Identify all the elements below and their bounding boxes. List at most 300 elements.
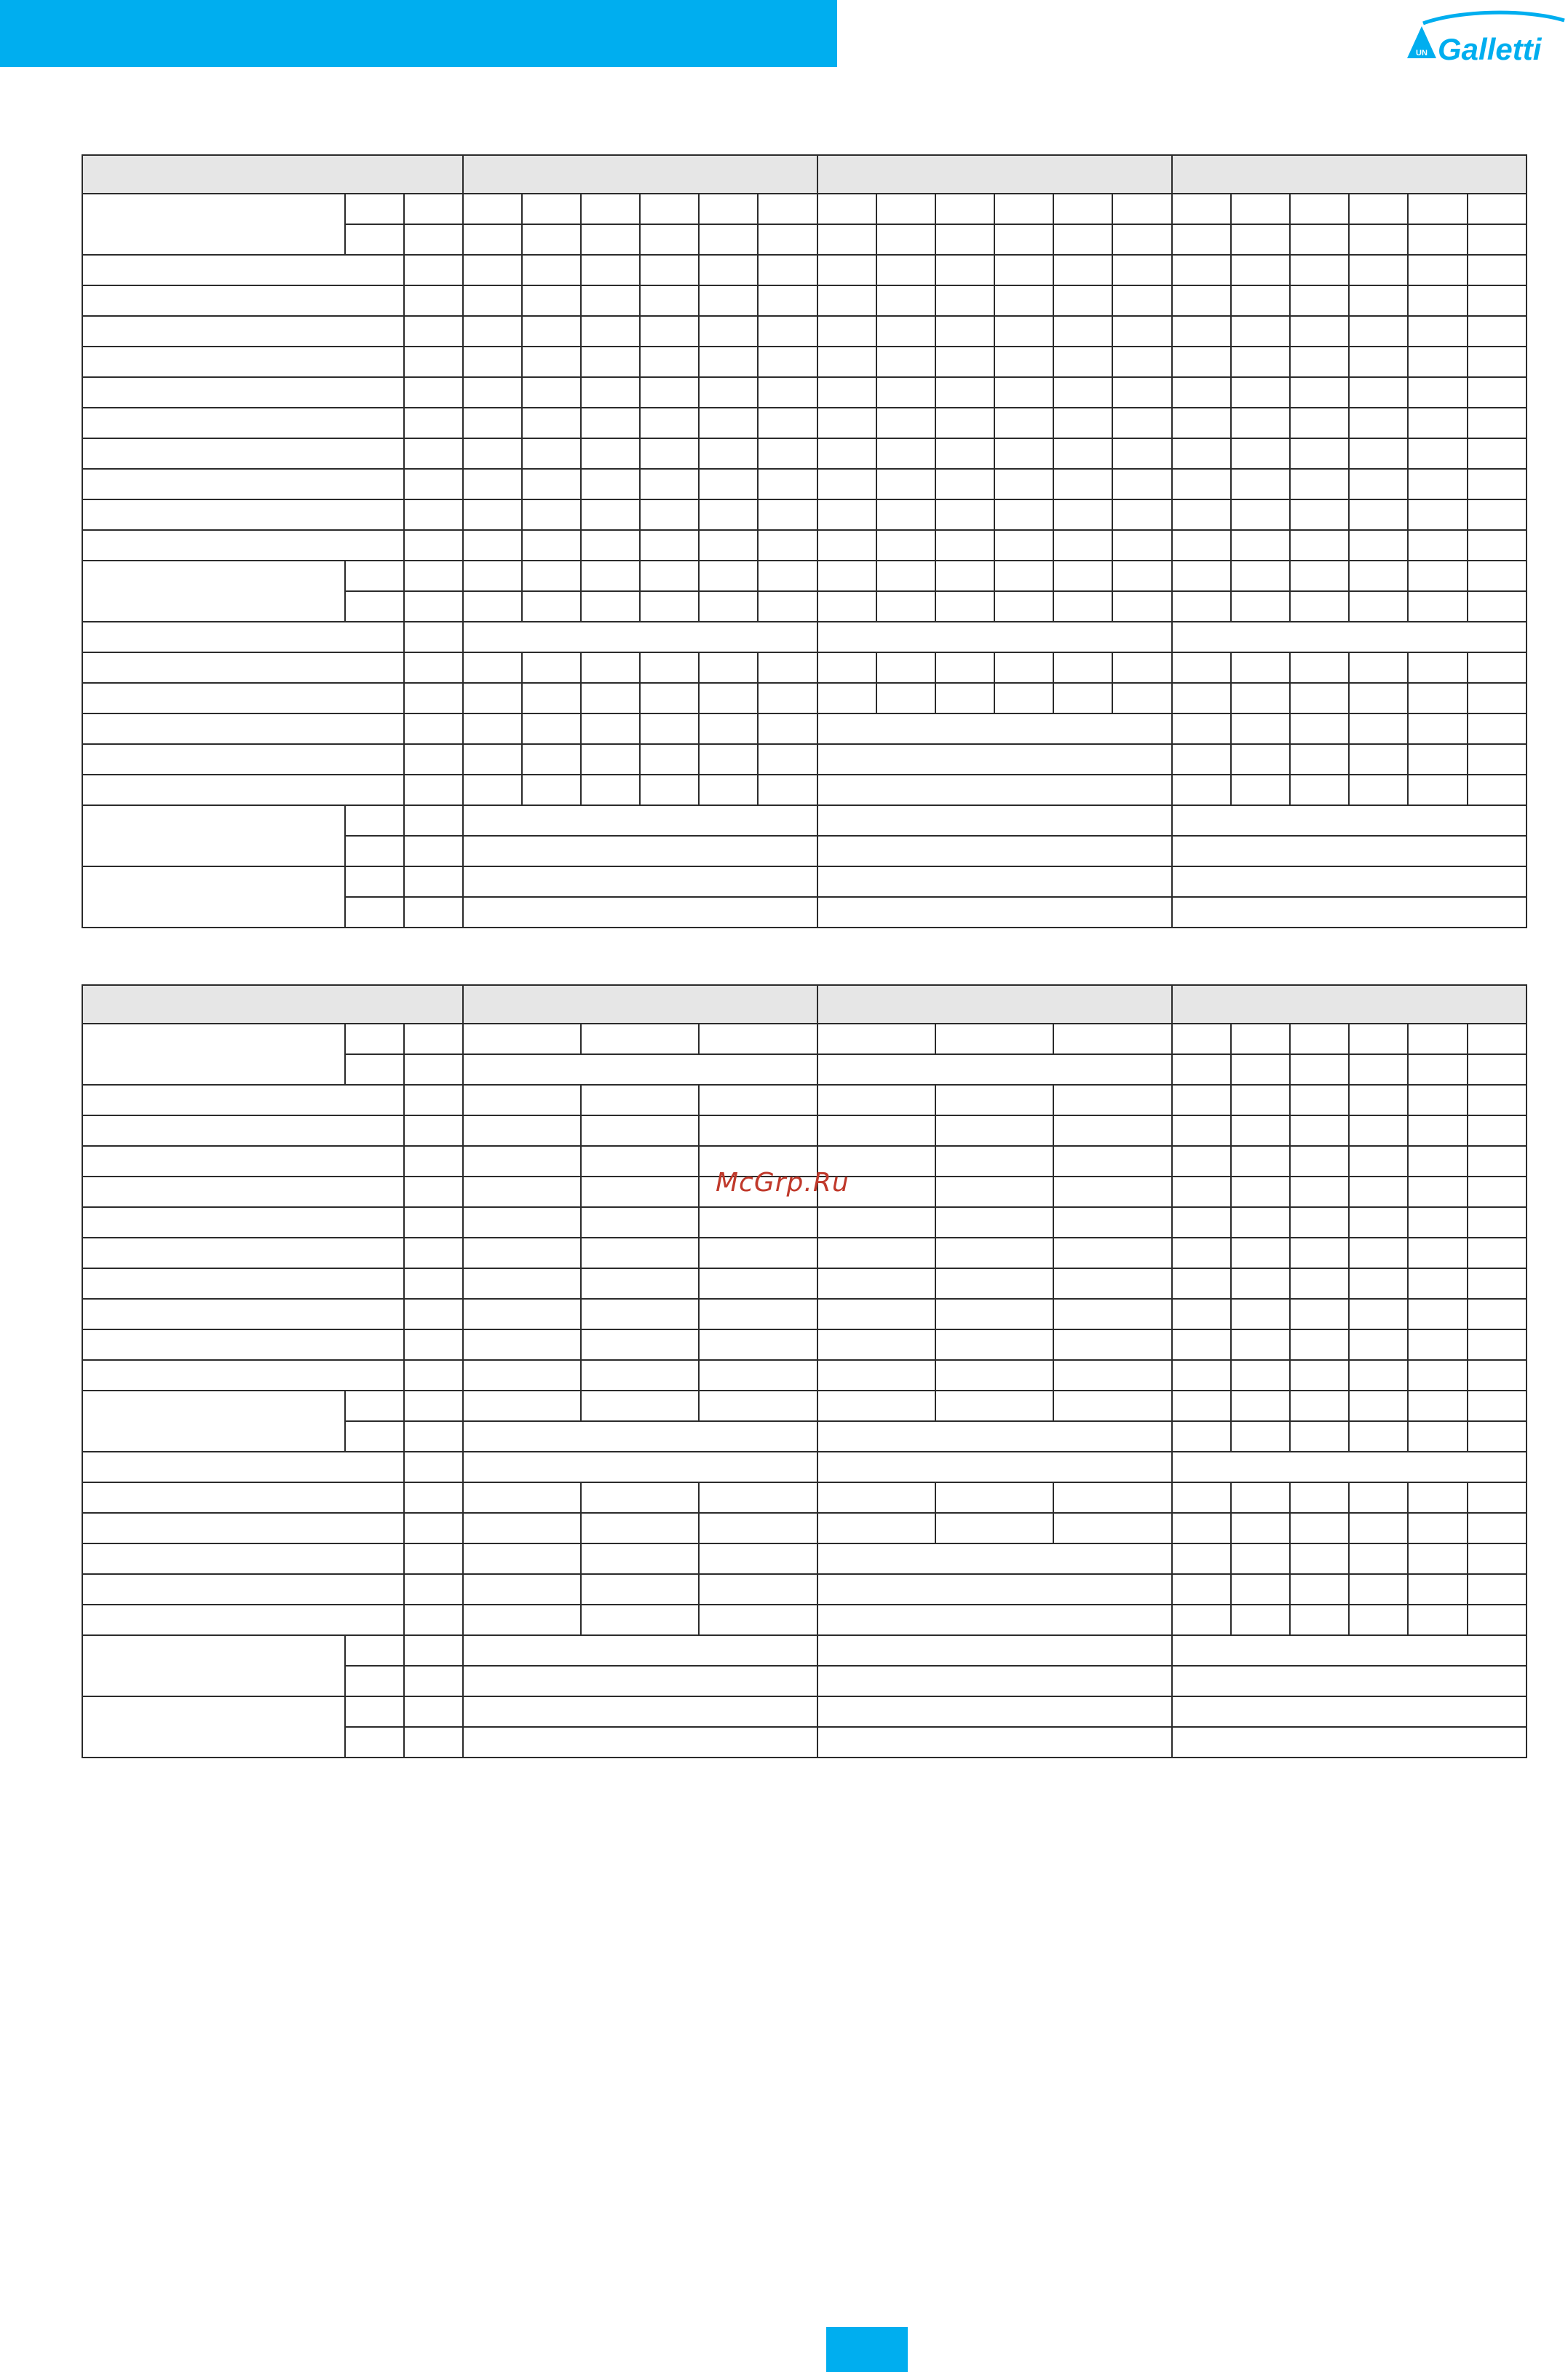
table-cell: [1112, 377, 1171, 408]
table-cell: [581, 1299, 699, 1329]
table-row: [82, 438, 1527, 469]
table-cell: [1349, 1054, 1408, 1085]
table-cell: [1053, 499, 1112, 530]
table-cell: [1290, 683, 1349, 713]
table-cell: [1112, 530, 1171, 561]
table-cell: [463, 683, 522, 713]
table-cell: [522, 316, 581, 347]
table-cell: [817, 591, 876, 622]
table-cell: [404, 805, 463, 836]
table-cell: [82, 1391, 345, 1452]
table-cell: [640, 316, 699, 347]
table-cell: [1290, 194, 1349, 224]
table-cell: [345, 1635, 404, 1666]
table-cell: [758, 652, 817, 683]
table-cell: [82, 1360, 404, 1391]
table-row: [82, 1360, 1527, 1391]
table-cell: [1172, 836, 1527, 866]
table-cell: [1349, 1024, 1408, 1054]
table-cell: [817, 285, 876, 316]
table-cell: [1231, 347, 1290, 377]
table-cell: [817, 1543, 1172, 1574]
table-cell: [1408, 1360, 1467, 1391]
table-cell: [640, 652, 699, 683]
table-cell: [82, 347, 404, 377]
table-cell: [82, 499, 404, 530]
table-cell: [935, 1268, 1053, 1299]
table-cell: [1468, 1513, 1527, 1543]
table-cell: [935, 285, 994, 316]
table-cell: [1053, 285, 1112, 316]
table-row: [82, 499, 1527, 530]
table-cell: [522, 438, 581, 469]
table-cell: [817, 1085, 935, 1115]
table-cell: [640, 408, 699, 438]
table-cell: [404, 866, 463, 897]
table-cell: [404, 683, 463, 713]
table-cell: [1349, 1360, 1408, 1391]
table-cell: [345, 1391, 404, 1421]
table-cell: [581, 683, 640, 713]
table-cell: [522, 255, 581, 285]
table-cell: [758, 285, 817, 316]
table-cell: [699, 683, 758, 713]
table-cell: [581, 775, 640, 805]
table-cell: [935, 1024, 1053, 1054]
table-cell: [758, 224, 817, 255]
table-cell: [1408, 1207, 1467, 1238]
table-cell: [935, 683, 994, 713]
table-cell: [1172, 1666, 1527, 1696]
table-cell: [345, 1024, 404, 1054]
table-cell: [817, 1054, 1172, 1085]
table-cell: [82, 1146, 404, 1177]
table-cell: [1112, 499, 1171, 530]
table-cell: [1172, 1115, 1231, 1146]
table-cell: [581, 377, 640, 408]
table-cell: [1408, 775, 1467, 805]
table-cell: [876, 316, 935, 347]
table-cell: [640, 347, 699, 377]
table-cell: [404, 1727, 463, 1758]
table-cell: [1231, 683, 1290, 713]
table-row: [82, 1299, 1527, 1329]
table-cell: [1231, 194, 1290, 224]
table-cell: [817, 1421, 1172, 1452]
table-cell: [1468, 224, 1527, 255]
table-cell: [1468, 1268, 1527, 1299]
table-cell: [1408, 1329, 1467, 1360]
table-cell: [463, 1452, 817, 1482]
table-cell: [1053, 530, 1112, 561]
table-row: [82, 469, 1527, 499]
table-cell: [1053, 408, 1112, 438]
table-cell: [699, 377, 758, 408]
table-cell: [82, 1329, 404, 1360]
table-cell: [1172, 1635, 1527, 1666]
table-row: [82, 622, 1527, 652]
table-cell: [876, 224, 935, 255]
table-cell: [1053, 1177, 1171, 1207]
table-cell: [1231, 1391, 1290, 1421]
table-cell: [463, 377, 522, 408]
table-cell: [1408, 1146, 1467, 1177]
table-cell: [581, 1329, 699, 1360]
table-cell: [1408, 1268, 1467, 1299]
table-cell: [1408, 530, 1467, 561]
table-cell: [522, 561, 581, 591]
watermark-text: McGrp.Ru: [716, 1168, 850, 1198]
table-cell: [1349, 1299, 1408, 1329]
table-cell: [345, 224, 404, 255]
table-cell: [1172, 1421, 1231, 1452]
table-cell: [1172, 591, 1231, 622]
table-cell: [1468, 1238, 1527, 1268]
table-cell: [1053, 1299, 1171, 1329]
table-cell: [1172, 1360, 1231, 1391]
table-cell: [1172, 285, 1231, 316]
table-cell: [463, 1391, 581, 1421]
table-cell: [1468, 377, 1527, 408]
table-cell: [1290, 1421, 1349, 1452]
table-cell: [581, 194, 640, 224]
table-cell: [699, 1299, 817, 1329]
table-cell: [1172, 652, 1231, 683]
table-cell: [1172, 1513, 1231, 1543]
table-cell: [82, 1238, 404, 1268]
table-cell: [1408, 744, 1467, 775]
table-cell: [463, 255, 522, 285]
table-cell: [817, 1268, 935, 1299]
table-cell: [1408, 1054, 1467, 1085]
table-cell: [1349, 1482, 1408, 1513]
table-cell: [82, 1482, 404, 1513]
table-cell: [1408, 1085, 1467, 1115]
table-cell: [1172, 194, 1231, 224]
table-row: [82, 1605, 1527, 1635]
table-cell: [876, 408, 935, 438]
table-cell: [463, 985, 817, 1024]
table-cell: [1290, 377, 1349, 408]
table-cell: [1231, 377, 1290, 408]
table-cell: [345, 561, 404, 591]
table-cell: [404, 469, 463, 499]
table-cell: [1231, 1177, 1290, 1207]
table-cell: [82, 155, 463, 194]
table-cell: [404, 836, 463, 866]
table-row: [82, 1574, 1527, 1605]
table-cell: [345, 1696, 404, 1727]
table-cell: [1172, 1238, 1231, 1268]
table-cell: [1231, 1299, 1290, 1329]
table-cell: [463, 1605, 581, 1635]
table-cell: [1408, 1238, 1467, 1268]
table-row: [82, 1635, 1527, 1666]
table-cell: [935, 1299, 1053, 1329]
table-cell: [1349, 1574, 1408, 1605]
table-cell: [1408, 377, 1467, 408]
table-cell: [1468, 1299, 1527, 1329]
table-cell: [817, 1238, 935, 1268]
table-cell: [82, 1635, 345, 1696]
table-cell: [1468, 1574, 1527, 1605]
table-cell: [817, 347, 876, 377]
table-cell: [581, 744, 640, 775]
table-cell: [817, 194, 876, 224]
table-cell: [463, 1268, 581, 1299]
table-cell: [1468, 194, 1527, 224]
table-cell: [581, 1238, 699, 1268]
table-cell: [935, 224, 994, 255]
table-cell: [1053, 1329, 1171, 1360]
table-cell: [1053, 469, 1112, 499]
table-cell: [1172, 897, 1527, 928]
table-cell: [463, 1299, 581, 1329]
table-cell: [463, 224, 522, 255]
table-cell: [463, 285, 522, 316]
table-cell: [817, 836, 1172, 866]
table-cell: [817, 1513, 935, 1543]
table-cell: [404, 255, 463, 285]
table-cell: [758, 713, 817, 744]
table-cell: [1290, 652, 1349, 683]
table-row: [82, 255, 1527, 285]
table-cell: [817, 469, 876, 499]
table-cell: [935, 1391, 1053, 1421]
table-cell: [1408, 499, 1467, 530]
table-cell: [1053, 255, 1112, 285]
table-cell: [581, 469, 640, 499]
table-cell: [876, 194, 935, 224]
table-cell: [1290, 1177, 1349, 1207]
table-row: [82, 285, 1527, 316]
table-cell: [699, 285, 758, 316]
table-cell: [1290, 1329, 1349, 1360]
table-cell: [404, 438, 463, 469]
table-cell: [404, 775, 463, 805]
table-cell: [463, 1085, 581, 1115]
table-cell: [463, 408, 522, 438]
table-cell: [1172, 1177, 1231, 1207]
table-row: [82, 1513, 1527, 1543]
table-cell: [1172, 155, 1527, 194]
table-cell: [1408, 1115, 1467, 1146]
table-cell: [699, 1605, 817, 1635]
table-cell: [1468, 1543, 1527, 1574]
table-cell: [1349, 1268, 1408, 1299]
table-cell: [1231, 1360, 1290, 1391]
table-cell: [1231, 1329, 1290, 1360]
table-cell: [935, 1177, 1053, 1207]
table-cell: [817, 1329, 935, 1360]
table-cell: [581, 652, 640, 683]
table-cell: [1053, 652, 1112, 683]
table-cell: [935, 347, 994, 377]
table-cell: [817, 1605, 1172, 1635]
table-cell: [640, 744, 699, 775]
table-cell: [1053, 1391, 1171, 1421]
table-cell: [82, 1513, 404, 1543]
table-cell: [817, 683, 876, 713]
table-cell: [1468, 316, 1527, 347]
table-cell: [1172, 1391, 1231, 1421]
table-cell: [994, 530, 1053, 561]
table-cell: [817, 530, 876, 561]
table-cell: [581, 1543, 699, 1574]
table-cell: [581, 1177, 699, 1207]
table-cell: [817, 155, 1172, 194]
table-cell: [1172, 347, 1231, 377]
table-cell: [82, 1574, 404, 1605]
table-cell: [1468, 1024, 1527, 1054]
table-cell: [1172, 1329, 1231, 1360]
table-cell: [581, 1085, 699, 1115]
table-cell: [817, 408, 876, 438]
table-cell: [463, 1666, 817, 1696]
table-cell: [581, 499, 640, 530]
table-cell: [581, 1207, 699, 1238]
table-cell: [1290, 1605, 1349, 1635]
table-cell: [463, 805, 817, 836]
table-cell: [345, 1421, 404, 1452]
table-cell: [1349, 1115, 1408, 1146]
table-cell: [404, 1115, 463, 1146]
table-cell: [522, 530, 581, 561]
table-row: [82, 652, 1527, 683]
table-cell: [1290, 255, 1349, 285]
table-cell: [82, 1024, 345, 1085]
table-cell: [1408, 683, 1467, 713]
page-number-box: [826, 2327, 908, 2372]
table-cell: [404, 713, 463, 744]
table-cell: [1172, 1605, 1231, 1635]
table-cell: [699, 408, 758, 438]
table-cell: [699, 1238, 817, 1268]
table-cell: [82, 744, 404, 775]
table-cell: [1231, 1146, 1290, 1177]
table-cell: [404, 1054, 463, 1085]
table-cell: [581, 408, 640, 438]
table-cell: [1408, 347, 1467, 377]
table-cell: [876, 683, 935, 713]
table-cell: [994, 377, 1053, 408]
table-cell: [1172, 224, 1231, 255]
table-cell: [1349, 713, 1408, 744]
table-cell: [1172, 530, 1231, 561]
table-cell: [1053, 438, 1112, 469]
table-cell: [82, 255, 404, 285]
table-cell: [522, 775, 581, 805]
table-cell: [1112, 438, 1171, 469]
table-cell: [699, 744, 758, 775]
table-cell: [581, 1115, 699, 1146]
table-cell: [345, 194, 404, 224]
table-cell: [994, 224, 1053, 255]
table-cell: [758, 377, 817, 408]
table-cell: [404, 347, 463, 377]
table-cell: [935, 561, 994, 591]
table-cell: [1408, 1421, 1467, 1452]
table-cell: [1172, 1452, 1527, 1482]
table-cell: [404, 1605, 463, 1635]
table-cell: [935, 1238, 1053, 1268]
table-cell: [640, 255, 699, 285]
table-cell: [817, 897, 1172, 928]
table-cell: [1290, 1513, 1349, 1543]
table-cell: [1349, 775, 1408, 805]
table-cell: [1290, 1207, 1349, 1238]
table-cell: [1290, 347, 1349, 377]
table-cell: [935, 316, 994, 347]
table-cell: [1290, 775, 1349, 805]
table-cell: [404, 530, 463, 561]
table-row: [82, 866, 1527, 897]
table-cell: [1468, 561, 1527, 591]
table-cell: [1408, 1391, 1467, 1421]
table-cell: [994, 408, 1053, 438]
table-cell: [463, 866, 817, 897]
table-cell: [758, 775, 817, 805]
table-cell: [1290, 1054, 1349, 1085]
table-cell: [1468, 285, 1527, 316]
galletti-logo: [1401, 7, 1568, 67]
table-cell: [581, 224, 640, 255]
table-cell: [82, 805, 345, 866]
table-cell: [994, 591, 1053, 622]
table-cell: [1053, 1085, 1171, 1115]
table-cell: [994, 438, 1053, 469]
table-cell: [640, 438, 699, 469]
table-cell: [876, 530, 935, 561]
table-cell: [1231, 775, 1290, 805]
table-cell: [1231, 1207, 1290, 1238]
table-cell: [522, 224, 581, 255]
table-cell: [758, 561, 817, 591]
table-cell: [463, 155, 817, 194]
table-cell: [463, 1054, 817, 1085]
table-cell: [82, 1543, 404, 1574]
table-cell: [1172, 1024, 1231, 1054]
table-cell: [404, 1574, 463, 1605]
table-cell: [1172, 1482, 1231, 1513]
table-cell: [1231, 469, 1290, 499]
table-cell: [463, 1207, 581, 1238]
table-cell: [1468, 1054, 1527, 1085]
table-cell: [1290, 1268, 1349, 1299]
table-cell: [876, 347, 935, 377]
table-cell: [1290, 285, 1349, 316]
table-cell: [522, 285, 581, 316]
table-cell: [1053, 1207, 1171, 1238]
table-cell: [640, 224, 699, 255]
table-cell: [1053, 316, 1112, 347]
table-cell: [817, 866, 1172, 897]
table-row: [82, 530, 1527, 561]
table-cell: [758, 347, 817, 377]
table-cell: [1468, 1482, 1527, 1513]
table-cell: [1408, 316, 1467, 347]
table-cell: [404, 1513, 463, 1543]
table-cell: [1231, 1482, 1290, 1513]
table-cell: [463, 1543, 581, 1574]
table-cell: [1349, 1513, 1408, 1543]
table-cell: [1468, 469, 1527, 499]
table-cell: [817, 713, 1172, 744]
table-cell: [640, 591, 699, 622]
table-row: [82, 1268, 1527, 1299]
table-cell: [1468, 347, 1527, 377]
table-cell: [699, 591, 758, 622]
